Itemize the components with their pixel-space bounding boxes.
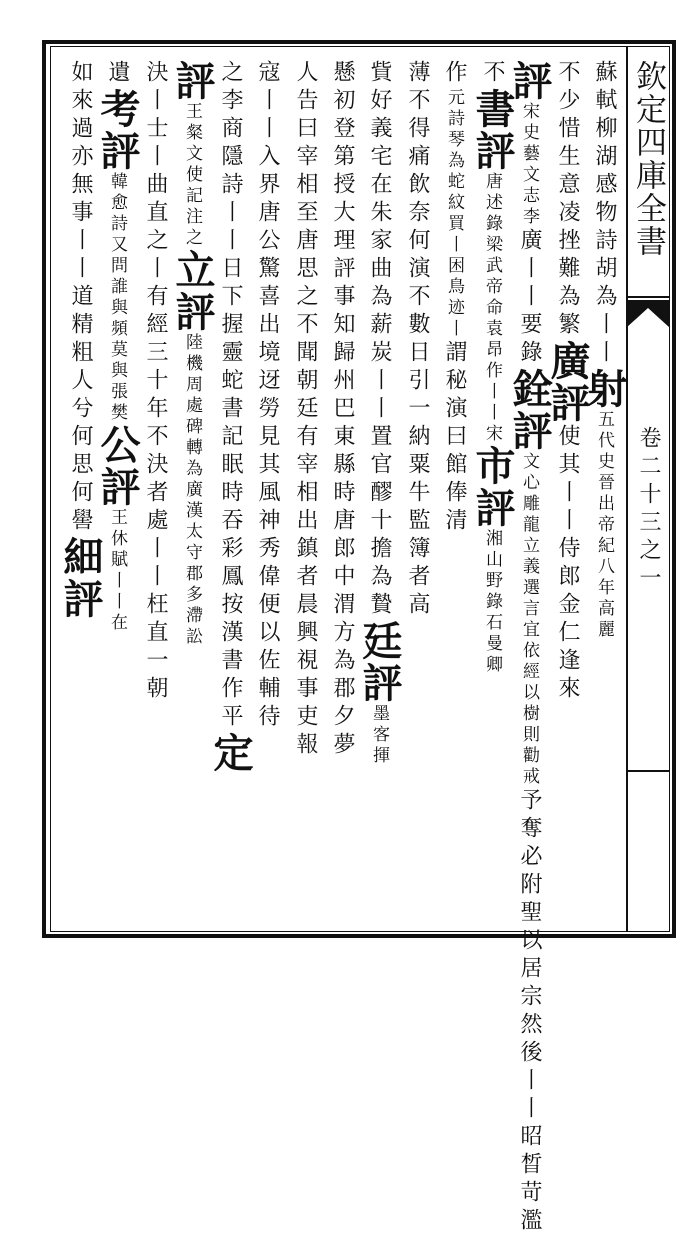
text-segment: 不 xyxy=(480,60,505,88)
text-segment: 予奪必附聖以居宗然後丨丨昭晳苛濫 xyxy=(517,788,542,1236)
text-segment: 五代史晉出帝紀八年高麗 xyxy=(594,410,614,641)
text-column-6 xyxy=(395,60,439,920)
text-segment: 薄不得痛飲奈何演不數日引一納粟牛監簿者高 xyxy=(405,60,430,620)
text-column-11 xyxy=(208,60,252,920)
text-segment: 寇丨丨入界唐公驚喜出境迓勞見其風神秀偉便以佐輔待 xyxy=(255,60,280,732)
text-segment: 陸機周處碑轉為廣漢太守郡多滯訟 xyxy=(182,333,202,648)
text-segment: 文心雕龍立義選言宜依經以樹則勸戒 xyxy=(519,452,539,788)
text-segment: 湘山野錄石曼卿 xyxy=(482,529,502,676)
text-segment: 貲好義宅在朱家曲為薪炭丨丨置官醪十擔為贄 xyxy=(367,60,392,620)
text-segment: 唐述錄梁武帝命袁昂作丨丨宋 xyxy=(482,172,502,445)
entry-heading: 評 xyxy=(506,60,553,102)
text-segment: 謂秘演曰館俸清 xyxy=(442,340,467,536)
text-segment: 決 xyxy=(143,60,168,88)
text-segment: 廣丨丨要錄 xyxy=(517,228,542,368)
text-segment: 蘇軾柳湖感物詩胡為 xyxy=(592,60,617,312)
text-segment: 作 xyxy=(442,60,467,88)
text-segment: 人告曰宰相至唐思之不聞朝廷有宰相出鎮者晨興視事吏報 xyxy=(293,60,318,760)
text-segment: 如來過亦無事丨丨道精粗 xyxy=(68,60,93,368)
entry-heading: 立評 xyxy=(169,249,216,333)
text-column-2 xyxy=(545,60,589,920)
text-column-15 xyxy=(58,60,102,920)
text-segment: 墨客揮 xyxy=(369,704,389,767)
entry-heading: 公評 xyxy=(94,424,141,508)
text-segment: 人兮何思何嚳 xyxy=(68,368,93,536)
text-segment: 不少惜生意凌挫難為繁 xyxy=(555,60,580,340)
text-segment: 使其丨丨侍郎金仁逢來 xyxy=(555,424,580,704)
entry-heading: 銓評 xyxy=(506,368,553,452)
entry-heading: 廷評 xyxy=(356,620,403,704)
entry-heading: 考評 xyxy=(94,88,141,172)
entry-heading: 細評 xyxy=(57,536,104,620)
entry-heading: 評 xyxy=(169,60,216,102)
volume-label: 卷二十三之一 xyxy=(636,426,661,594)
entry-heading: 書評 xyxy=(469,88,516,172)
text-segment: 丨丨 xyxy=(592,312,617,368)
header-rule xyxy=(626,296,670,298)
text-column-4 xyxy=(470,60,514,920)
text-segment: 王粲文使記注之 xyxy=(182,102,202,249)
text-segment: 韓愈詩又問誰與頻莫與張樊 xyxy=(107,172,127,424)
entry-heading: 市評 xyxy=(469,445,516,529)
text-segment: 元詩琴為蛇紋買丨困鳥迹丨 xyxy=(444,88,464,340)
entry-heading: 定 xyxy=(207,732,254,774)
text-segment: 之李商隱詩丨丨日下握靈蛇書記眠時吞彩鳳按漢書作平 xyxy=(218,60,243,732)
text-segment: 宋史藝文志李 xyxy=(519,102,539,228)
text-segment: 遺 xyxy=(105,60,130,88)
text-segment: 王休賦丨丨在 xyxy=(107,508,127,634)
text-segment: 有經三十年不決者處丨丨枉直一朝 xyxy=(143,284,168,704)
fish-tail-mark xyxy=(626,300,670,328)
text-segment: 丨士丨曲直之丨 xyxy=(143,88,168,284)
text-column-9 xyxy=(283,60,327,920)
header-bottom-rule xyxy=(626,770,670,772)
entry-heading: 廣評 xyxy=(544,340,591,424)
entry-heading: 射 xyxy=(581,368,628,410)
text-segment: 懸初登第授大理評事知歸州巴東縣時唐郎中渭方為郡夕夢 xyxy=(330,60,355,760)
series-title: 欽定四庫全書 xyxy=(630,60,666,258)
